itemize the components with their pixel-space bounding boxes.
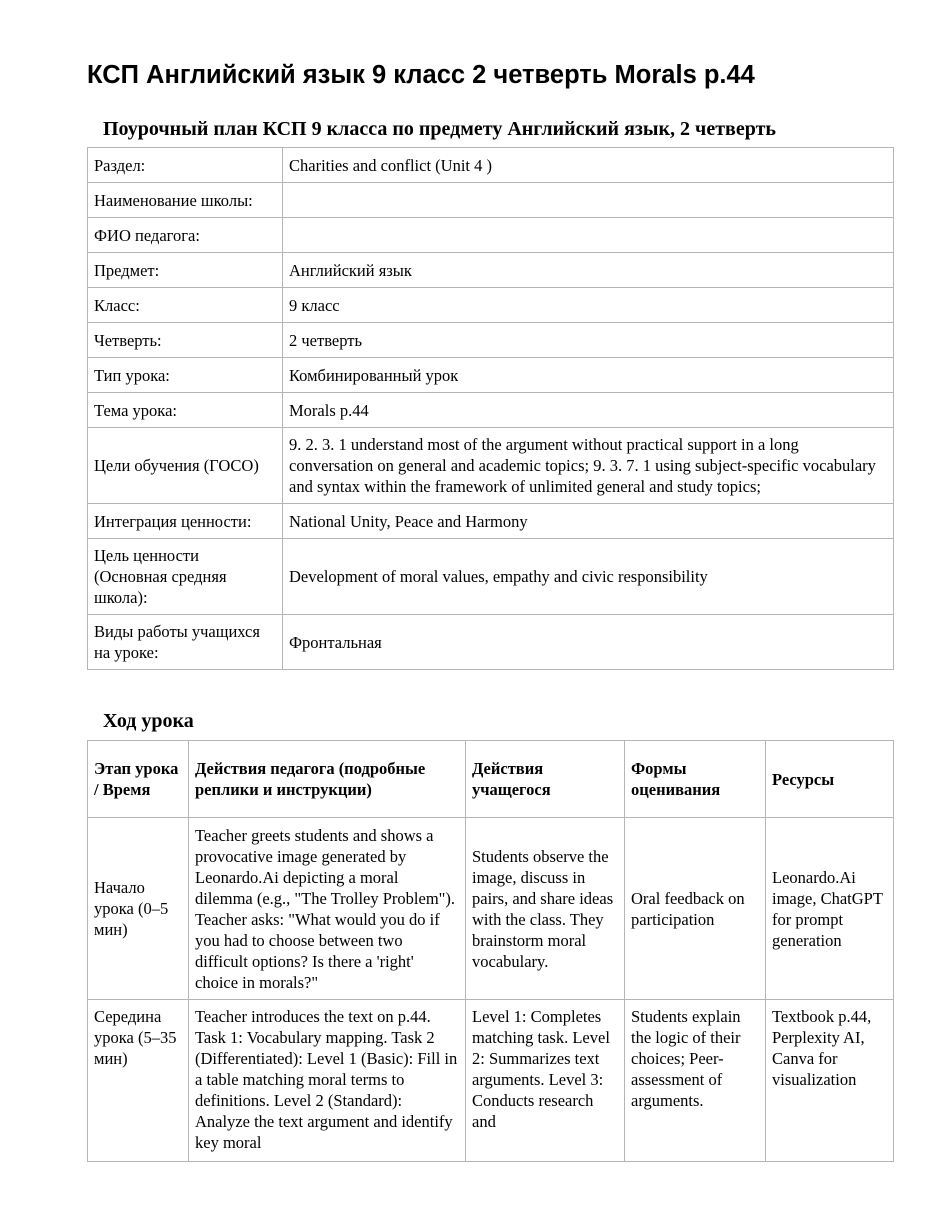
info-value <box>283 218 894 253</box>
info-label: Раздел: <box>88 148 283 183</box>
info-row-objectives <box>88 428 894 504</box>
info-row-lesson-type <box>88 358 894 393</box>
lesson-info-table <box>87 147 894 670</box>
info-row-topic <box>88 393 894 428</box>
info-row-teacher <box>88 218 894 253</box>
info-row-subject <box>88 253 894 288</box>
info-row-quarter <box>88 323 894 358</box>
info-label: Цель ценности (Основная средняя школа): <box>88 539 283 615</box>
lesson-row-beginning <box>88 818 894 1000</box>
info-row-grade <box>88 288 894 323</box>
info-value: Development of moral values, empathy and civic responsibility <box>283 539 894 615</box>
header-stage: Этап урока / Время <box>88 741 189 818</box>
assessment-forms: Oral feedback on participation <box>625 818 766 1000</box>
info-label: Четверть: <box>88 323 283 358</box>
header-resources: Ресурсы <box>766 741 894 818</box>
header-student-actions: Действия учащегося <box>466 741 625 818</box>
lesson-stage: Начало урока (0–5 мин) <box>88 818 189 1000</box>
info-row-school <box>88 183 894 218</box>
lesson-row-middle <box>88 1000 894 1162</box>
info-label: ФИО педагога: <box>88 218 283 253</box>
info-label: Цели обучения (ГОСО) <box>88 428 283 504</box>
plan-heading: Поурочный план КСП 9 класса по предмету Английский язык, 2 четверть <box>103 118 776 140</box>
resources: Textbook p.44, Perplexity AI, Canva for visualization <box>766 1000 894 1162</box>
info-label: Предмет: <box>88 253 283 288</box>
info-value: Morals p.44 <box>283 393 894 428</box>
resources: Leonardo.Ai image, ChatGPT for prompt generation <box>766 818 894 1000</box>
info-value: Charities and conflict (Unit 4 ) <box>283 148 894 183</box>
info-value: Английский язык <box>283 253 894 288</box>
lesson-stage: Середина урока (5–35 мин) <box>88 1000 189 1162</box>
info-value <box>283 183 894 218</box>
teacher-actions: Teacher introduces the text on p.44. Task 1: Vocabulary mapping. Task 2 (Differentiated): Level 1 (Basic): Fill in a table matching moral terms to definitions. Level 2 (Standard): Analyze the text argument and identify key moral <box>189 1000 466 1162</box>
header-teacher-actions: Действия педагога (подробные реплики и инструкции) <box>189 741 466 818</box>
info-label: Тип урока: <box>88 358 283 393</box>
info-value: 2 четверть <box>283 323 894 358</box>
info-value: Фронтальная <box>283 615 894 670</box>
info-row-work-types <box>88 615 894 670</box>
header-assessment: Формы оценивания <box>625 741 766 818</box>
assessment-forms: Students explain the logic of their choices; Peer-assessment of arguments. <box>625 1000 766 1162</box>
student-actions: Students observe the image, discuss in pairs, and share ideas with the class. They brainstorm moral vocabulary. <box>466 818 625 1000</box>
lesson-heading: Ход урока <box>103 710 194 732</box>
info-value: Комбинированный урок <box>283 358 894 393</box>
info-label: Наименование школы: <box>88 183 283 218</box>
info-value: National Unity, Peace and Harmony <box>283 504 894 539</box>
info-value: 9 класс <box>283 288 894 323</box>
student-actions: Level 1: Completes matching task. Level 2: Summarizes text arguments. Level 3: Conducts research and <box>466 1000 625 1162</box>
info-row-value-goal <box>88 539 894 615</box>
lesson-header-row <box>88 741 894 818</box>
teacher-actions: Teacher greets students and shows a provocative image generated by Leonardo.Ai depicting a moral dilemma (e.g., "The Trolley Problem"). Teacher asks: "What would you do if you had to choose between two difficult options? Is there a 'right' choice in morals?" <box>189 818 466 1000</box>
info-label: Виды работы учащихся на уроке: <box>88 615 283 670</box>
lesson-flow-table <box>87 740 894 1162</box>
info-label: Тема урока: <box>88 393 283 428</box>
info-label: Интеграция ценности: <box>88 504 283 539</box>
info-row-value-integration <box>88 504 894 539</box>
info-row-section <box>88 148 894 183</box>
document-title: КСП Английский язык 9 класс 2 четверть Morals p.44 <box>87 61 755 89</box>
info-label: Класс: <box>88 288 283 323</box>
info-value: 9. 2. 3. 1 understand most of the argument without practical support in a long conversation on general and academic topics; 9. 3. 7. 1 using subject-specific vocabulary and syntax within the framework of unlimited general and study topics; <box>283 428 894 504</box>
